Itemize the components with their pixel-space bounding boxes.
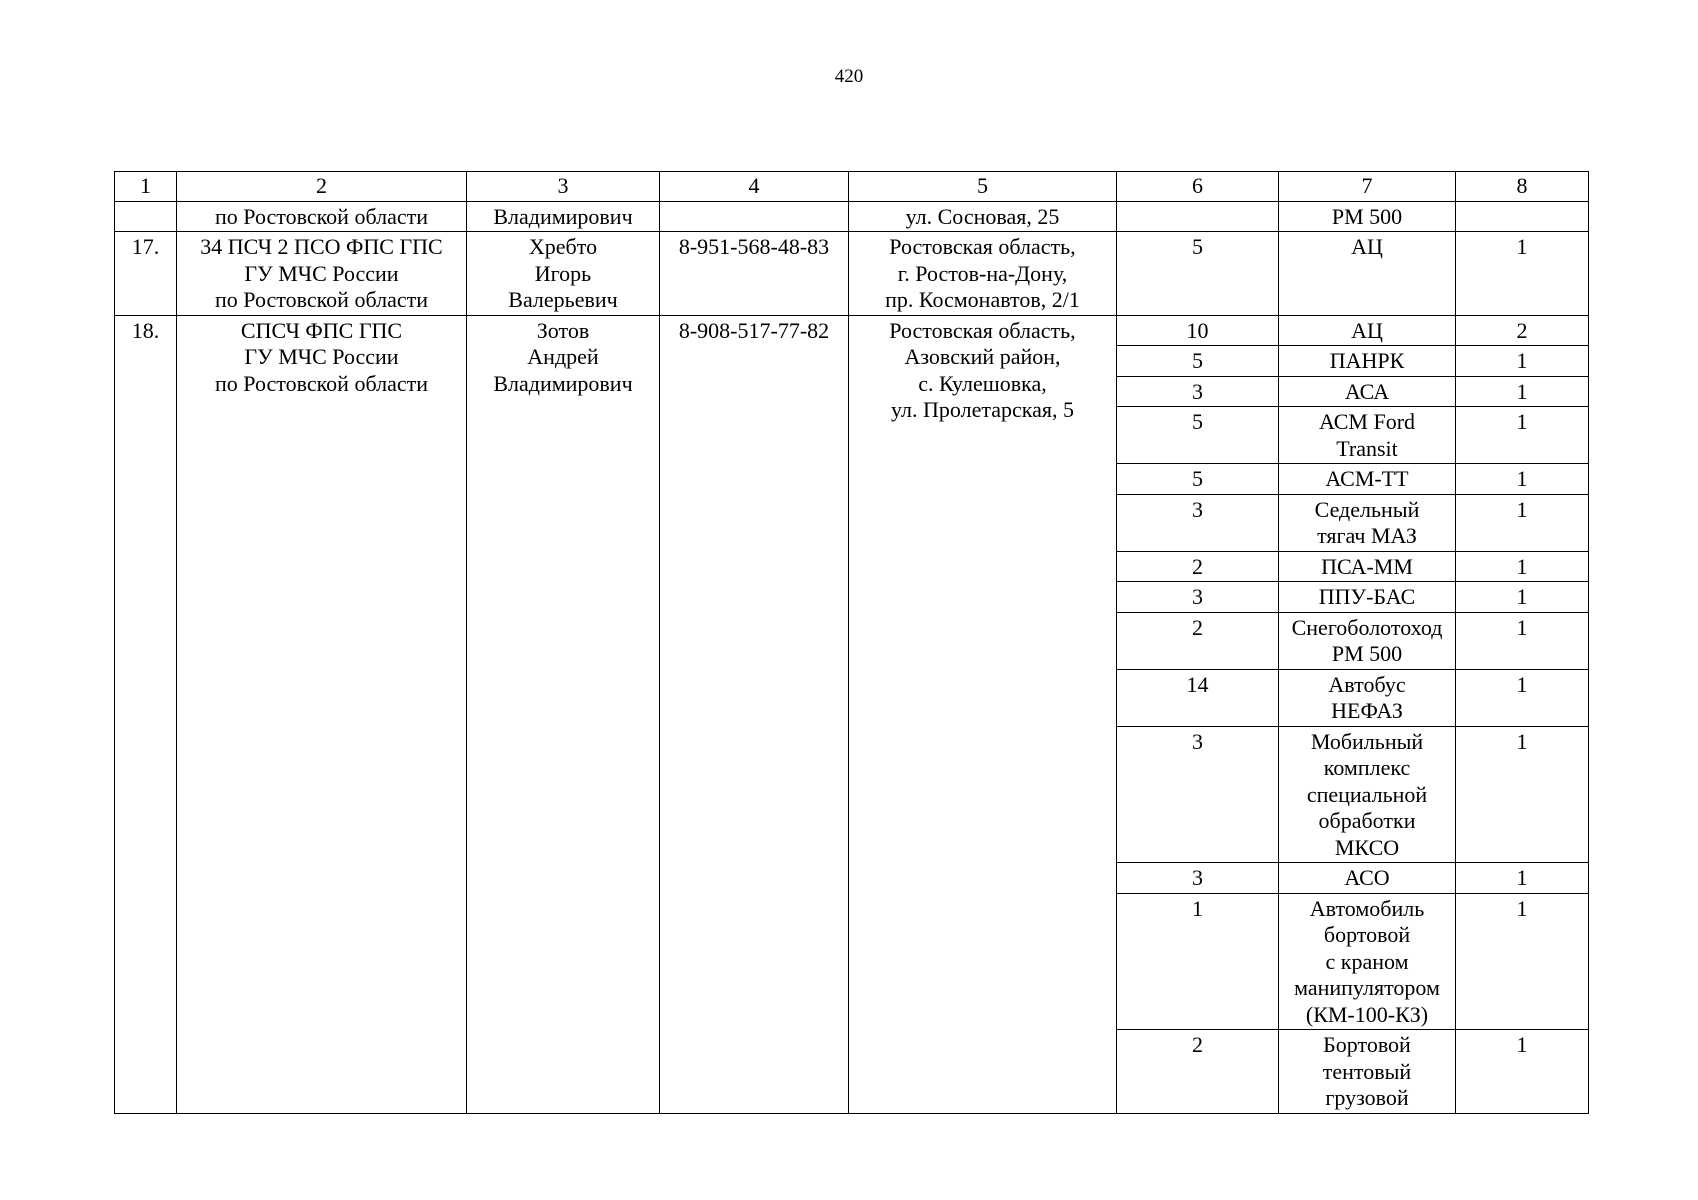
equipment-table (114, 171, 1589, 1114)
vehicle-qty-cell: 3 (1117, 376, 1279, 407)
column-number-cell: 8 (1456, 172, 1589, 202)
person-name-cell: Зотов Андрей Владимирович (467, 315, 660, 1113)
vehicle-count-cell (1456, 201, 1589, 232)
vehicle-type-cell: Бортовой тентовый грузовой (1279, 1030, 1456, 1114)
vehicle-count-cell: 1 (1456, 407, 1589, 464)
vehicle-count-cell: 1 (1456, 464, 1589, 495)
unit-name-cell: по Ростовской области (177, 201, 467, 232)
phone-cell (660, 201, 849, 232)
continuation-row (115, 201, 1589, 232)
vehicle-count-cell: 1 (1456, 494, 1589, 551)
page-number: 420 (834, 66, 864, 87)
vehicle-qty-cell: 1 (1117, 893, 1279, 1030)
column-number-cell: 7 (1279, 172, 1456, 202)
vehicle-qty-cell: 5 (1117, 232, 1279, 316)
column-number-cell: 6 (1117, 172, 1279, 202)
person-name-cell: Владимирович (467, 201, 660, 232)
phone-cell: 8-908-517-77-82 (660, 315, 849, 1113)
vehicle-count-cell: 1 (1456, 551, 1589, 582)
vehicle-count-cell: 1 (1456, 612, 1589, 669)
vehicle-qty-cell: 5 (1117, 346, 1279, 377)
vehicle-qty-cell (1117, 201, 1279, 232)
vehicle-count-cell: 1 (1456, 1030, 1589, 1114)
vehicle-qty-cell: 5 (1117, 407, 1279, 464)
column-number-cell: 1 (115, 172, 177, 202)
phone-cell: 8-951-568-48-83 (660, 232, 849, 316)
vehicle-qty-cell: 3 (1117, 863, 1279, 894)
column-number-cell: 4 (660, 172, 849, 202)
column-number-cell: 3 (467, 172, 660, 202)
vehicle-count-cell: 2 (1456, 315, 1589, 346)
vehicle-type-cell: АСА (1279, 376, 1456, 407)
unit-name-cell: СПСЧ ФПС ГПС ГУ МЧС России по Ростовской области (177, 315, 467, 1113)
vehicle-type-cell: Мобильный комплекс специальной обработки МКСО (1279, 726, 1456, 863)
address-cell: ул. Сосновая, 25 (849, 201, 1117, 232)
entry-row (115, 232, 1589, 316)
vehicle-qty-cell: 3 (1117, 494, 1279, 551)
vehicle-type-cell: АЦ (1279, 315, 1456, 346)
vehicle-count-cell: 1 (1456, 346, 1589, 377)
unit-name-cell: 34 ПСЧ 2 ПСО ФПС ГПС ГУ МЧС России по Ростовской области (177, 232, 467, 316)
vehicle-type-cell: АСО (1279, 863, 1456, 894)
column-number-row (115, 172, 1589, 202)
column-number-cell: 5 (849, 172, 1117, 202)
vehicle-type-cell: АСМ-ТТ (1279, 464, 1456, 495)
vehicle-qty-cell: 3 (1117, 726, 1279, 863)
row-number-cell: 18. (115, 315, 177, 1113)
vehicle-qty-cell: 2 (1117, 612, 1279, 669)
row-number-cell: 17. (115, 232, 177, 316)
column-number-cell: 2 (177, 172, 467, 202)
vehicle-type-cell: Автомобиль бортовой с краном манипулятором (КМ-100-КЗ) (1279, 893, 1456, 1030)
vehicle-type-cell: Автобус НЕФАЗ (1279, 669, 1456, 726)
vehicle-qty-cell: 2 (1117, 1030, 1279, 1114)
vehicle-type-cell: АЦ (1279, 232, 1456, 316)
vehicle-count-cell: 1 (1456, 669, 1589, 726)
address-cell: Ростовская область, г. Ростов-на-Дону, пр. Космонавтов, 2/1 (849, 232, 1117, 316)
vehicle-qty-cell: 3 (1117, 582, 1279, 613)
vehicle-type-cell: ППУ-БАС (1279, 582, 1456, 613)
vehicle-count-cell: 1 (1456, 232, 1589, 316)
vehicle-count-cell: 1 (1456, 376, 1589, 407)
vehicle-type-cell: Седельный тягач МАЗ (1279, 494, 1456, 551)
person-name-cell: Хребто Игорь Валерьевич (467, 232, 660, 316)
vehicle-qty-cell: 2 (1117, 551, 1279, 582)
vehicle-type-cell: ПАНРК (1279, 346, 1456, 377)
vehicle-qty-cell: 10 (1117, 315, 1279, 346)
entry-row (115, 315, 1589, 346)
vehicle-type-cell: ПСА-ММ (1279, 551, 1456, 582)
address-cell: Ростовская область, Азовский район, с. Кулешовка, ул. Пролетарская, 5 (849, 315, 1117, 1113)
vehicle-count-cell: 1 (1456, 582, 1589, 613)
vehicle-count-cell: 1 (1456, 863, 1589, 894)
vehicle-type-cell: АСМ Ford Transit (1279, 407, 1456, 464)
vehicle-qty-cell: 5 (1117, 464, 1279, 495)
vehicle-type-cell: PM 500 (1279, 201, 1456, 232)
vehicle-type-cell: Снегоболотоход PM 500 (1279, 612, 1456, 669)
row-number-cell (115, 201, 177, 232)
vehicle-count-cell: 1 (1456, 893, 1589, 1030)
vehicle-qty-cell: 14 (1117, 669, 1279, 726)
table-body (115, 172, 1589, 1114)
vehicle-count-cell: 1 (1456, 726, 1589, 863)
